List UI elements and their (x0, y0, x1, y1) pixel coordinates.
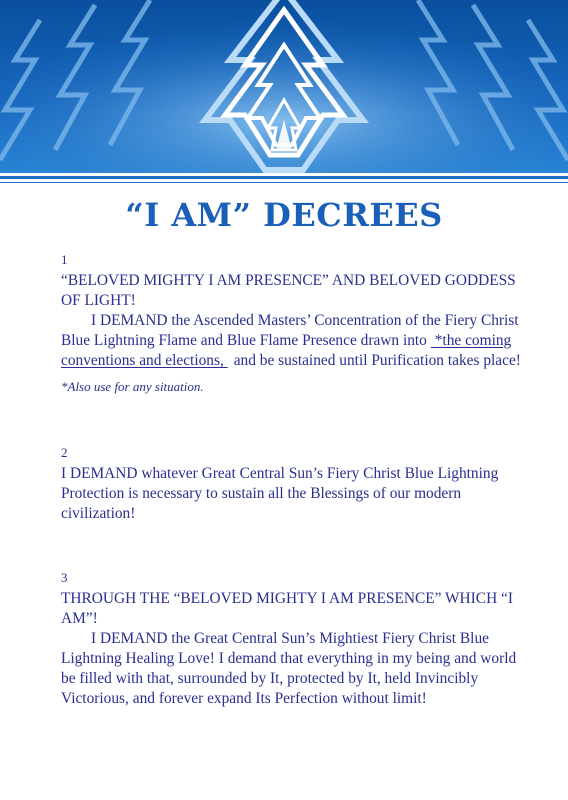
decree-number: 2 (61, 445, 68, 460)
decree-number: 3 (61, 570, 68, 585)
footnote: *Also use for any situation. (61, 379, 204, 394)
decree-heading: THROUGH THE “BELOVED MIGHTY I AM PRESENCE” WHICH “I AM”! (61, 590, 513, 627)
banner-rule (0, 176, 568, 179)
decree-body: I DEMAND the Great Central Sun’s Mightiest Fiery Christ Blue Lightning Healing Love! I demand that everything in my being and world be filled with that, surrounded by It, protected by It, held Invincibly Victorious, and forever expand Its Perfection without limit! (61, 630, 517, 707)
decree-number: 1 (61, 252, 68, 267)
decree-body (61, 311, 531, 371)
decree-heading: “BELOVED MIGHTY I AM PRESENCE” AND BELOVED GODDESS OF LIGHT! (61, 272, 516, 309)
fill-in-blank: *the coming conventions and elections, (61, 332, 512, 369)
decree-2 (61, 443, 531, 524)
blue-flame-icon (0, 0, 568, 183)
decree-text-end: and be sustained until Purification takes place! (233, 352, 521, 369)
page-title: “I AM” DECREES (125, 196, 443, 234)
header-banner (0, 0, 568, 183)
banner-rule-thin (0, 182, 568, 183)
decree-3 (61, 568, 531, 709)
decree-1 (61, 250, 531, 397)
decree-list (61, 250, 531, 747)
decree-text: I DEMAND the Ascended Masters’ Concentration of the Fiery Christ Blue Lightning Flame and Blue Flame Presence drawn into (61, 312, 519, 349)
decree-body: I DEMAND whatever Great Central Sun’s Fiery Christ Blue Lightning Protection is necessary to sustain all the Blessings of our modern civilization! (61, 465, 499, 522)
